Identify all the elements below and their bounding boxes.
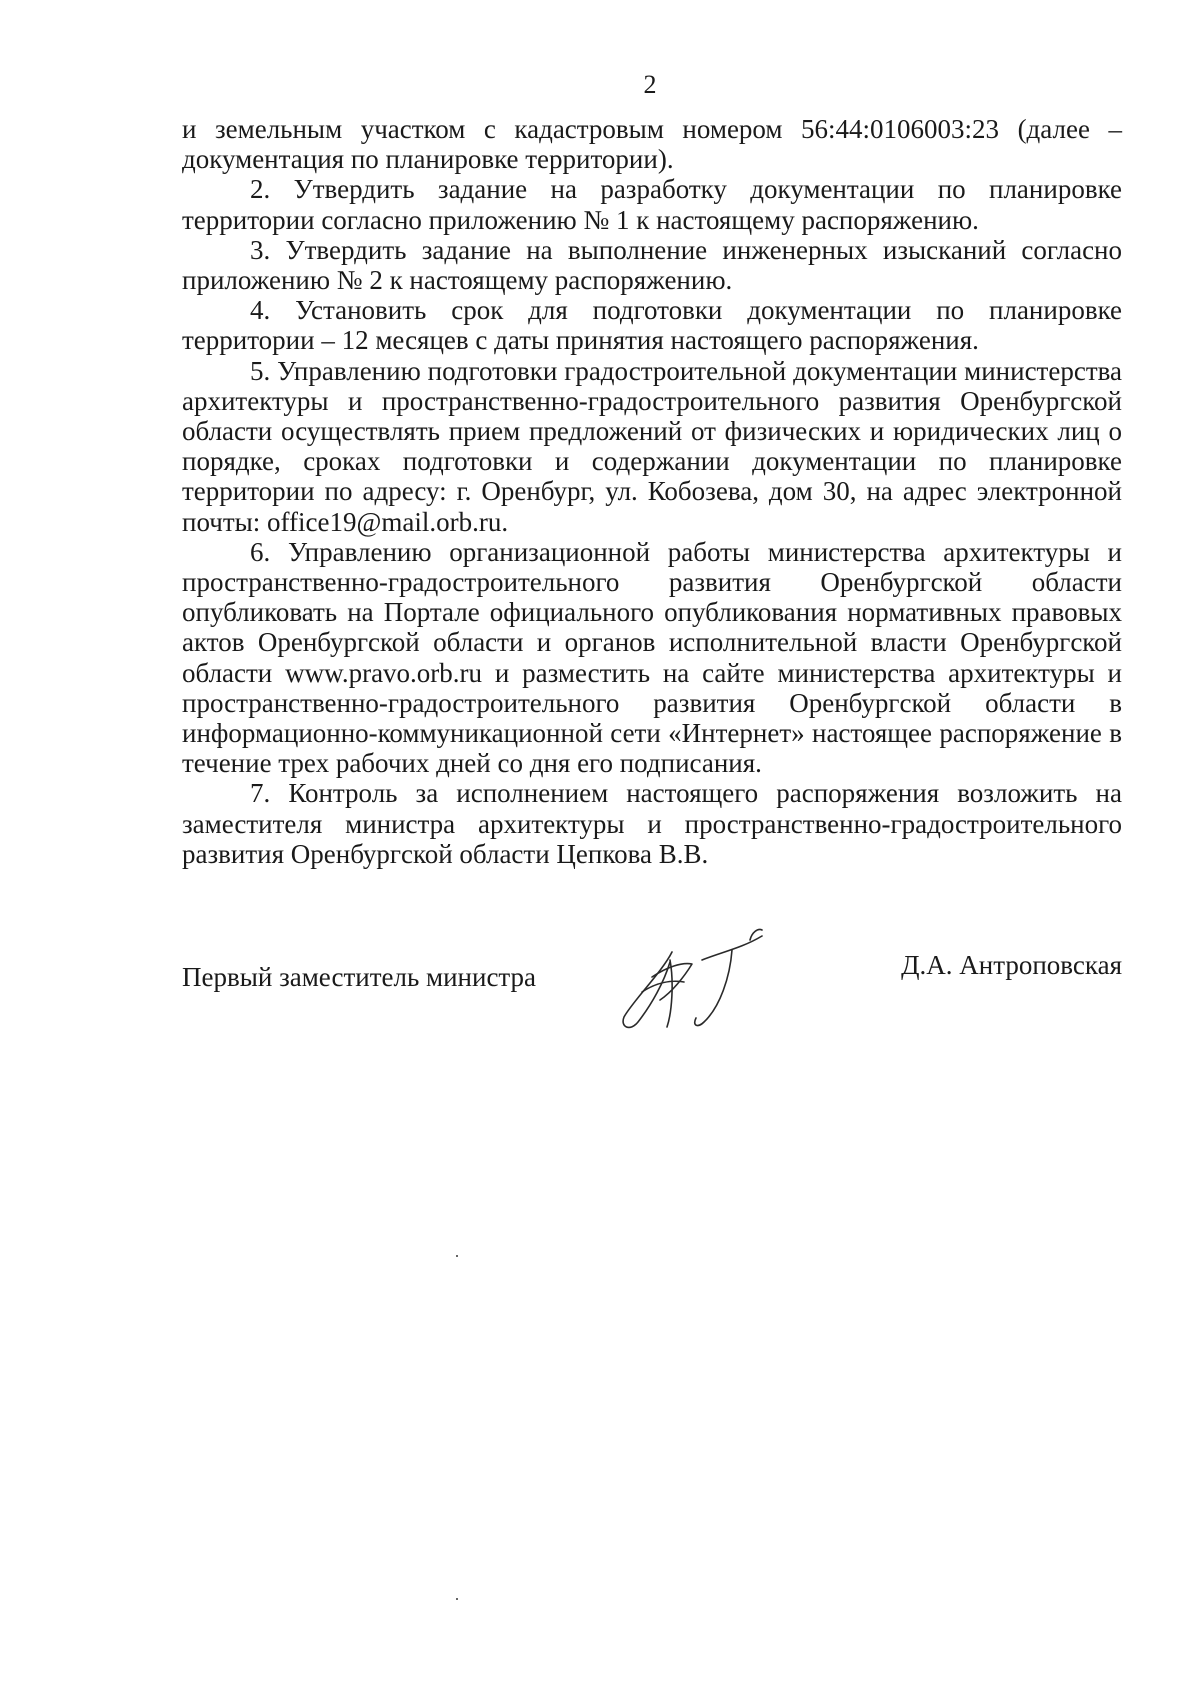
paragraph-item-7: 7. Контроль за исполнением настоящего распоряжения возложить на заместителя министра архитектуры и пространственно-градостроительного развития Оренбургской области Цепкова В.В.	[182, 778, 1122, 869]
signature-block	[182, 950, 1122, 1040]
paragraph-item-2: 2. Утвердить задание на разработку документации по планировке территории согласно приложению № 1 к настоящему распоряжению.	[182, 174, 1122, 235]
scan-speck	[456, 1255, 458, 1257]
paragraph-item-3: 3. Утвердить задание на выполнение инженерных изысканий согласно приложению № 2 к настоящему распоряжению.	[182, 234, 1122, 296]
scan-speck	[456, 1598, 458, 1600]
page-number: 2	[643, 70, 657, 99]
paragraph-continuation: и земельным участком с кадастровым номером 56:44:0106003:23 (далее – документация по планировке территории).	[182, 114, 1122, 175]
signatory-position: Первый заместитель министра	[182, 962, 537, 992]
paragraph-item-4: 4. Установить срок для подготовки документации по планировке территории – 12 месяцев с даты принятия настоящего распоряжения.	[182, 295, 1122, 356]
handwritten-signature	[612, 922, 787, 1042]
paragraph-item-5: 5. Управлению подготовки градостроительной документации министерства архитектуры и пространственно-градостроительного развития Оренбургской области осуществлять прием предложений от физических и юридических лиц о порядке, сроках подготовки и содержании документации по планировке территории по адресу: г. Оренбург, ул. Кобозева, дом 30, на адрес электронной почты: office19@mail.orb.ru.	[182, 355, 1122, 537]
signatory-name: Д.А. Антроповская	[901, 950, 1122, 980]
document-body	[182, 114, 1122, 869]
paragraph-item-6: 6. Управлению организационной работы министерства архитектуры и пространственно-градостроительного развития Оренбургской области опубликовать на Портале официального опубликования нормативных правовых актов Оренбургской области и органов исполнительной власти Оренбургской области www.pravo.orb.ru и разместить на сайте министерства архитектуры и пространственно-градостроительного развития Оренбургской области в информационно-коммуникационной сети «Интернет» настоящее распоряжение в течение трех рабочих дней со дня его подписания.	[182, 536, 1122, 779]
